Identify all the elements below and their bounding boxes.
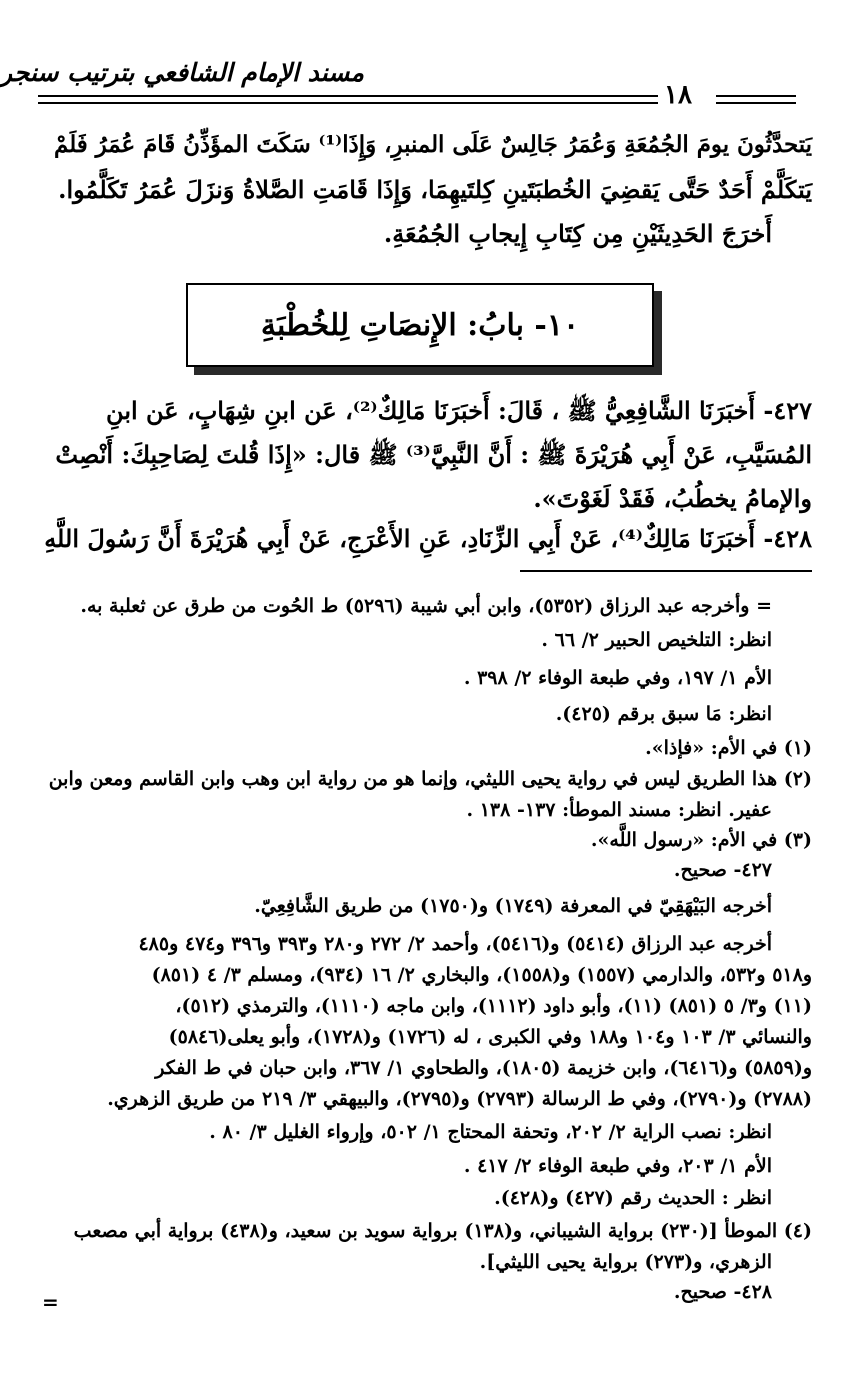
footnote-line: ٤٢٧- صحيح. [673,859,772,881]
footnote-line: أخرجه البَيْهَقِيّ في المعرفة (١٧٤٩) و(١٧٥٠) من طريق الشَّافِعِيّ. [254,895,772,917]
footnote-line: انظر : الحديث رقم (٤٢٧) و(٤٢٨). [494,1187,772,1209]
footnote-line: (١) في الأم: «فإذا». [645,737,812,759]
footnote-line: انظر: التلخيص الحبير ٢/ ٦٦ . [541,629,772,651]
footnote-line: = وأخرجه عبد الرزاق (٥٣٥٢)، وابن أبي شيبة (٥٢٩٦) ط الحُوت من طرق عن ثعلبة به. [80,595,772,617]
footnote-line: و(٥٨٥٩) و(٦٤١٦)، وابن خزيمة (١٨٠٥)، والطحاوي ١/ ٣٦٧، وابن حبان في ط الفكر [155,1057,812,1079]
footnote-line: والنسائي ٣/ ١٠٣ و١٠٤ و١٨٨ وفي الكبرى ، له (١٧٢٦) و(١٧٢٨)، وأبو يعلى(٥٨٤٦) [168,1026,812,1048]
footnote-line: (١١) و٣/ ٥ (٨٥١) (١١)، وأبو داود (١١١٢)، وابن ماجه (١١١٠)، والترمذي (٥١٢)، [175,995,812,1017]
footnote-line: (٤) الموطأ [(٢٣٠) برواية الشيباني، و(١٣٨) برواية سويد بن سعيد، و(٤٣٨) برواية أبي مصعب [73,1220,812,1242]
chapter-heading-box [186,283,654,367]
footnote-line: انظر: مَا سبق برقم (٤٢٥). [555,703,772,725]
header-rule [716,95,796,97]
footnote-line: انظر: نصب الراية ٢/ ٢٠٢، وتحفة المحتاج ١/ ٥٠٢، وإرواء الغليل ٣/ ٨٠ . [209,1121,772,1143]
page-number: ١٨ [664,80,692,110]
footnote-line: أخرجه عبد الرزاق (٥٤١٤) و(٥٤١٦)، وأحمد ٢/ ٢٧٢ و٢٨٠ و٣٩٣ و٣٩٦ و٤٧٤ و٤٨٥ [138,933,772,955]
footnote-line: (٣) في الأم: «رسول اللَّه». [590,829,812,851]
continuation-mark: = [42,1290,59,1314]
header-rule [716,102,796,104]
footnote-line: (٢٧٨٨) و(٢٧٩٠)، وفي ط الرسالة (٢٧٩٣) و(٢٧٩٥)، والبيهقي ٣/ ٢١٩ من طريق الزهري. [107,1088,812,1110]
running-header-title: مسند الإمام الشافعي بترتيب سنجر [0,58,364,87]
footnote-line: ٤٢٨- صحيح. [673,1281,772,1303]
hadith-line: ٤٢٧- أَخبَرَنَا الشَّافِعِيُّ ﷺ ، قَالَ: أَخبَرَنَا مَالِكٌ⁽²⁾، عَن ابنِ شِهَابٍ، عَن ابنِ [106,396,812,425]
text-line: أَخرَجَ الحَدِيثَيْنِ مِن كِتَابِ إِيجابِ الجُمُعَةِ. [383,219,772,248]
footnote-separator [520,570,812,572]
footnote-line: و٥١٨ و٥٣٢، والدارمي (١٥٥٧) و(١٥٥٨)، والبخاري ٢/ ١٦ (٩٣٤)، ومسلم ٣/ ٤ (٨٥١) [151,964,812,986]
hadith-line: ٤٢٨- أَخبَرَنَا مَالِكٌ⁽⁴⁾، عَنْ أَبِي الزِّنَادِ، عَنِ الأَعْرَجِ، عَنْ أَبِي هُرَيْرَةَ أَنَّ رَسُولَ اللَّهِ [44,524,812,553]
header-rule [38,95,658,97]
chapter-title: ١٠- بابُ: الإِنصَاتِ لِلخُطْبَةِ [260,307,580,343]
footnote-line: (٢) هذا الطريق ليس في رواية يحيى الليثي، وإنما هو من رواية ابن وهب وابن القاسم ومعن وابن [48,768,812,790]
hadith-line: والإمامُ يخطُبُ، فَقَدْ لَغَوْتَ». [533,484,812,513]
footnote-line: الأم ١/ ٢٠٣، وفي طبعة الوفاء ٢/ ٤١٧ . [463,1155,772,1177]
text-line: يَتكَلَّمْ أَحَدٌ حَتَّى يَقضِيَ الخُطبَتَينِ كِلتَيهِمَا، وَإِذَا قَامَتِ الصَّلاةُ وَنزَلَ عُمَرُ تَكَلَّمُوا. [58,175,812,204]
footnote-line: الزهري، و(٢٧٣) برواية يحيى الليثي]. [479,1251,772,1273]
footnote-line: الأم ١/ ١٩٧، وفي طبعة الوفاء ٢/ ٣٩٨ . [463,667,772,689]
footnote-line: عفير. انظر: مسند الموطأ: ١٣٧- ١٣٨ . [466,799,772,821]
hadith-line: المُسَيَّبِ، عَنْ أَبِي هُرَيْرَةَ ﷺ : أَنَّ النَّبِيَّ⁽³⁾ ﷺ قال: «إِذَا قُلتَ لِصَاحِبِكَ: أَنْصِتْ [55,440,812,469]
text-line: يَتحدَّثُونَ يومَ الجُمُعَةِ وَعُمَرُ جَالِسٌ عَلَى المنبرِ، وَإِذَا⁽¹⁾ سَكَتَ المؤَذِّنُ قَامَ عُمَرُ فَلَمْ [54,132,812,158]
header-rule [38,102,658,104]
